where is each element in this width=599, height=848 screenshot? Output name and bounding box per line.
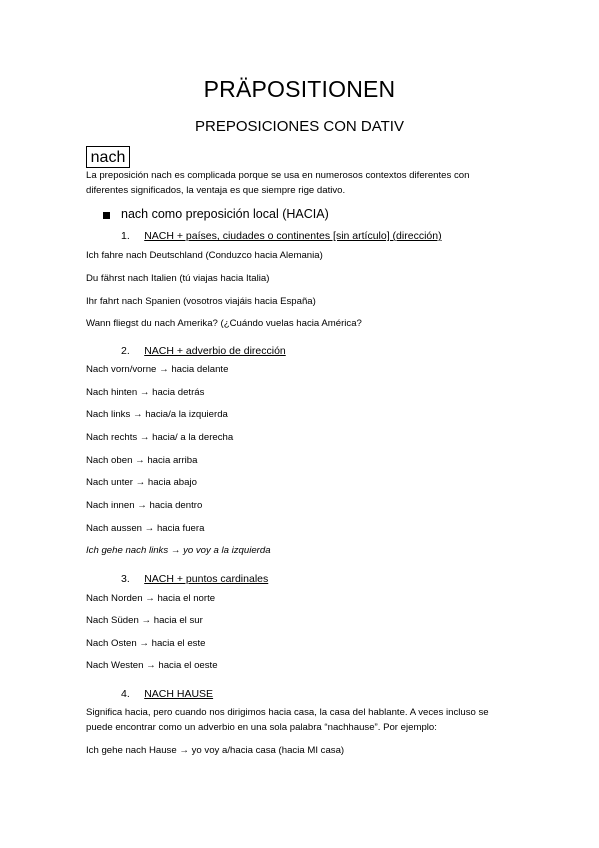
subsection-1 xyxy=(121,226,442,244)
arrow-right-icon: → xyxy=(141,615,152,626)
subsection-title: NACH + adverbio de dirección xyxy=(144,345,286,357)
page-subtitle: PREPOSICIONES CON DATIV xyxy=(195,118,404,135)
intro-line-2: diferentes significados, la ventaja es que siempre rige dativo. xyxy=(86,185,346,196)
arrow-right-icon: → xyxy=(139,432,150,443)
german-phrase: Nach Osten xyxy=(86,638,137,649)
arrow-right-icon: → xyxy=(145,593,155,604)
example-line: Ich fahre nach Deutschland (Conduzco hacia Alemania) xyxy=(86,250,323,261)
direction-line xyxy=(86,500,202,511)
subsection-number: 3. xyxy=(121,573,130,585)
direction-line xyxy=(86,477,197,488)
arrow-right-icon: → xyxy=(170,545,181,556)
paragraph-line: puede encontrar como un adverbio en una sola palabra “nachhause”. Por ejemplo: xyxy=(86,722,437,733)
spanish-phrase: hacia el norte xyxy=(157,593,216,604)
direction-line xyxy=(86,364,228,375)
spanish-phrase: hacia el este xyxy=(151,638,206,649)
spanish-phrase: hacia/ a la derecha xyxy=(152,432,234,443)
direction-line xyxy=(86,593,215,604)
example-line: Ihr fahrt nach Spanien (vosotros viajáis hacia España) xyxy=(86,296,316,307)
arrow-right-icon: → xyxy=(137,500,147,511)
german-phrase: Nach innen xyxy=(86,500,135,511)
german-phrase: Nach vorn/vorne xyxy=(86,364,157,375)
spanish-phrase: yo voy a/hacia casa (hacia MI casa) xyxy=(191,745,345,756)
arrow-right-icon: → xyxy=(135,477,146,488)
direction-line xyxy=(86,387,204,398)
subsection-4 xyxy=(121,684,213,702)
page-title: PRÄPOSITIONEN xyxy=(203,76,396,102)
arrow-right-icon: → xyxy=(159,364,169,375)
intro-line-1: La preposición nach es complicada porque se usa en numerosos contextos diferentes con xyxy=(86,170,470,181)
spanish-phrase: hacia dentro xyxy=(149,500,203,511)
subsection-number: 4. xyxy=(121,688,130,700)
arrow-right-icon: → xyxy=(179,745,189,756)
german-phrase: Ich gehe nach Hause xyxy=(86,745,177,756)
arrow-right-icon: → xyxy=(144,523,155,534)
german-phrase: Nach oben xyxy=(86,455,133,466)
spanish-phrase: hacia fuera xyxy=(156,523,205,534)
italic-example-line xyxy=(86,545,271,556)
subsection-title: NACH + países, ciudades o continentes [sin artículo] (dirección) xyxy=(144,230,442,242)
paragraph-line: Significa hacia, pero cuando nos dirigimos hacia casa, la casa del hablante. A veces incluso se xyxy=(86,707,489,718)
spanish-phrase: hacia arriba xyxy=(147,455,198,466)
spanish-phrase: hacia abajo xyxy=(147,477,197,488)
spanish-phrase: hacia el sur xyxy=(153,615,203,626)
direction-line xyxy=(86,615,203,626)
direction-line xyxy=(86,409,228,420)
square-bullet-icon xyxy=(103,212,110,219)
subsection-3 xyxy=(121,569,268,587)
direction-line xyxy=(86,745,344,756)
example-line: Wann fliegst du nach Amerika? (¿Cuándo vuelas hacia América? xyxy=(86,318,362,329)
german-phrase: Nach Norden xyxy=(86,593,143,604)
subsection-number: 1. xyxy=(121,230,130,242)
german-phrase: Nach aussen xyxy=(86,523,142,534)
german-phrase: Nach Westen xyxy=(86,660,144,671)
arrow-right-icon: → xyxy=(132,409,143,420)
spanish-phrase: hacia delante xyxy=(171,364,229,375)
spanish-phrase: yo voy a la izquierda xyxy=(183,545,271,556)
german-phrase: Nach Süden xyxy=(86,615,139,626)
german-phrase: Nach unter xyxy=(86,477,133,488)
direction-line xyxy=(86,455,197,466)
spanish-phrase: hacia detrás xyxy=(152,387,205,398)
example-line: Du fährst nach Italien (tú viajas hacia Italia) xyxy=(86,273,270,284)
arrow-right-icon: → xyxy=(139,638,149,649)
direction-line xyxy=(86,638,205,649)
arrow-right-icon: → xyxy=(146,660,156,671)
subsection-2 xyxy=(121,341,286,359)
german-phrase: Ich gehe nach links xyxy=(86,545,169,556)
direction-line xyxy=(86,660,218,671)
subsection-title: NACH HAUSE xyxy=(144,688,214,700)
subsection-title: NACH + puntos cardinales xyxy=(144,573,269,585)
direction-line xyxy=(86,432,233,443)
german-phrase: Nach hinten xyxy=(86,387,138,398)
keyword-box: nach xyxy=(86,146,130,168)
section-heading: nach como preposición local (HACIA) xyxy=(121,207,329,221)
spanish-phrase: hacia el oeste xyxy=(158,660,218,671)
arrow-right-icon: → xyxy=(135,455,145,466)
subsection-number: 2. xyxy=(121,345,130,357)
german-phrase: Nach rechts xyxy=(86,432,138,443)
german-phrase: Nach links xyxy=(86,409,131,420)
arrow-right-icon: → xyxy=(139,387,150,398)
spanish-phrase: hacia/a la izquierda xyxy=(145,409,228,420)
direction-line xyxy=(86,523,204,534)
